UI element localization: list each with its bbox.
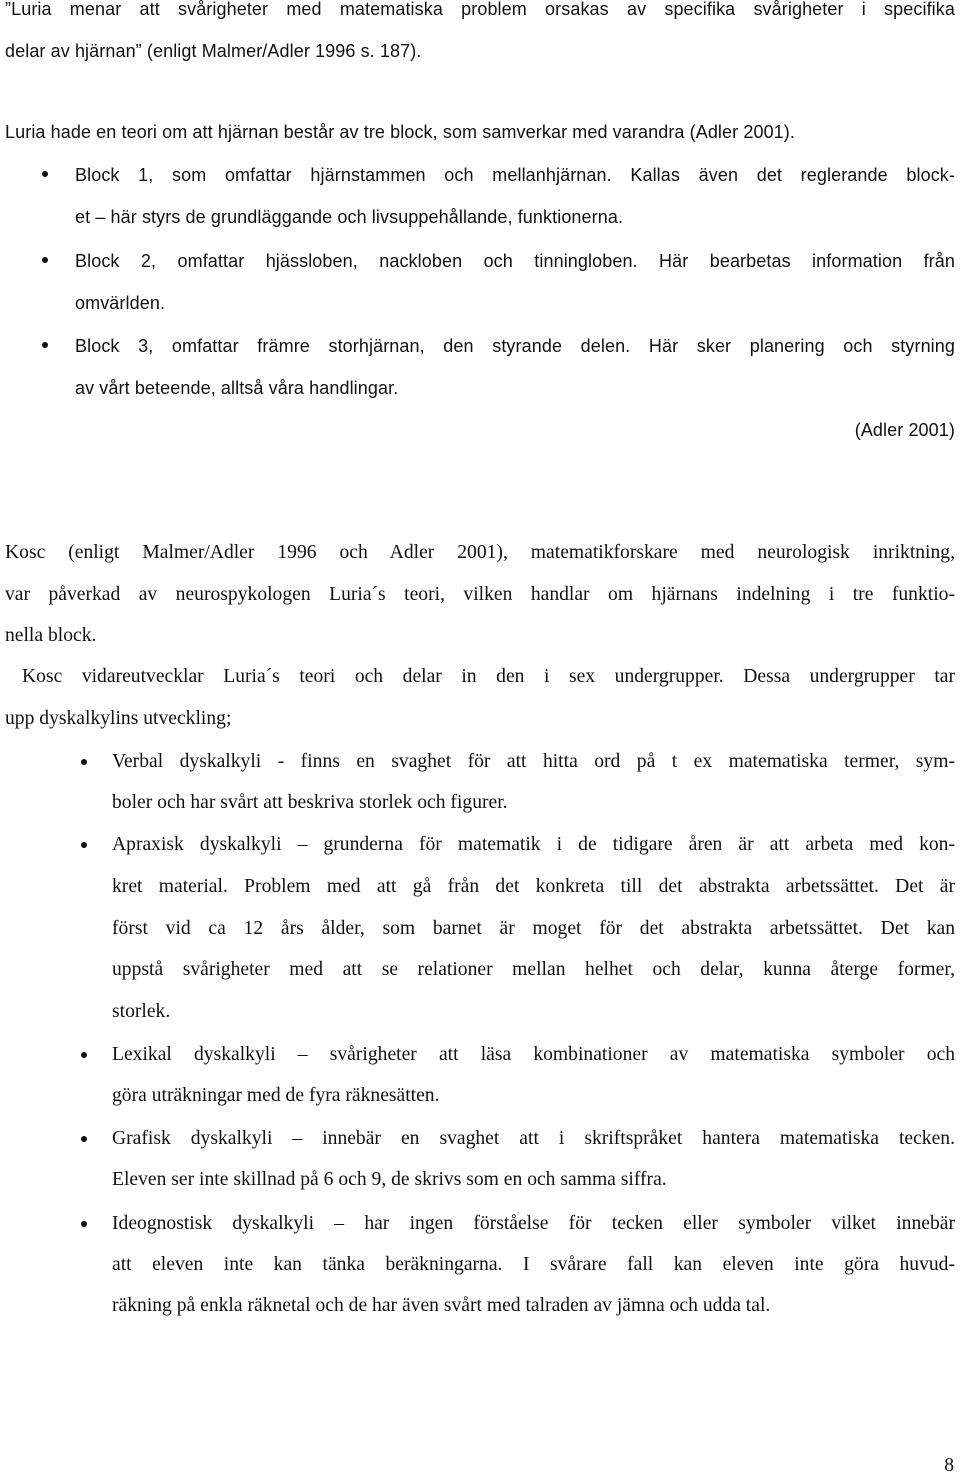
bullet-icon (81, 1221, 87, 1227)
block-2-line-2: omvärlden. (75, 293, 166, 313)
block-3-line-2: av vårt beteende, alltså våra handlingar. (75, 378, 399, 398)
bullet-icon (81, 842, 87, 848)
subgroups-line-1: Kosc vidareutvecklar Luria´s teori och delar in den i sex undergrupper. Dessa undergrupper tar (22, 666, 955, 687)
document-page (5, 0, 955, 1478)
type-apraxisk-line-3: först vid ca 12 års ålder, som barnet är moget för det abstrakta arbetssättet. Det kan (112, 918, 955, 939)
blocks-intro: Luria hade en teori om att hjärnan består av tre block, som samverkar med varandra (Adler 2001). (5, 122, 795, 142)
block-1-line-2: et – här styrs de grundläggande och livsuppehållande, funktionerna. (75, 207, 624, 227)
type-grafisk-line-1: Grafisk dyskalkyli – innebär en svaghet att i skriftspråket hantera matematiska tecken. (112, 1128, 955, 1149)
type-apraxisk-line-1: Apraxisk dyskalkyli – grunderna för matematik i de tidigare åren är att arbeta med kon- (112, 834, 955, 855)
kosc-line-1: Kosc (enligt Malmer/Adler 1996 och Adler 2001), matematikforskare med neurologisk inriktning, (5, 542, 955, 563)
block-2-line-1: Block 2, omfattar hjässloben, nackloben och tinningloben. Här bearbetas information från (75, 251, 955, 271)
type-apraxisk-line-5: storlek. (112, 1001, 171, 1022)
type-apraxisk-line-4: uppstå svårigheter med att se relationer mellan helhet och delar, kunna återge former, (112, 959, 955, 980)
bullet-icon (81, 1052, 87, 1058)
page-number: 8 (944, 1455, 954, 1476)
type-lexikal-line-2: göra uträkningar med de fyra räknesätten. (112, 1085, 440, 1106)
bullet-icon (42, 171, 48, 177)
type-verbal-line-2: boler och har svårt att beskriva storlek och figurer. (112, 792, 508, 813)
type-grafisk-line-2: Eleven ser inte skillnad på 6 och 9, de skrivs som en och samma siffra. (112, 1169, 667, 1190)
bullet-icon (81, 1136, 87, 1142)
type-ideognostisk-line-3: räkning på enkla räknetal och de har även svårt med talraden av jämna och udda tal. (112, 1295, 771, 1316)
block-1-line-1: Block 1, som omfattar hjärnstammen och mellanhjärnan. Kallas även det reglerande block- (75, 165, 955, 185)
type-lexikal-line-1: Lexikal dyskalkyli – svårigheter att läsa kombinationer av matematiska symboler och (112, 1044, 955, 1065)
type-ideognostisk-line-2: att eleven inte kan tänka beräkningarna. I svårare fall kan eleven inte göra huvud- (112, 1254, 955, 1275)
kosc-line-2: var påverkad av neurospykologen Luria´s teori, vilken handlar om hjärnans indelning i tre funktio- (5, 584, 955, 605)
block-3-line-1: Block 3, omfattar främre storhjärnan, den styrande delen. Här sker planering och styrning (75, 336, 955, 356)
type-verbal-line-1: Verbal dyskalkyli - finns en svaghet för att hitta ord på t ex matematiska termer, sym- (112, 751, 955, 772)
subgroups-line-2: upp dyskalkylins utveckling; (5, 708, 232, 729)
quote-line-2: delar av hjärnan” (enligt Malmer/Adler 1996 s. 187). (5, 41, 422, 61)
bullet-icon (42, 257, 48, 263)
quote-line-1: ”Luria menar att svårigheter med matematiska problem orsakas av specifika svårigheter i specifika (5, 0, 955, 19)
citation: (Adler 2001) (854, 420, 955, 440)
bullet-icon (81, 759, 87, 765)
type-apraxisk-line-2: kret material. Problem med att gå från det konkreta till det abstrakta arbetssättet. Det är (112, 876, 955, 897)
bullet-icon (42, 342, 48, 348)
kosc-line-3: nella block. (5, 625, 97, 646)
type-ideognostisk-line-1: Ideognostisk dyskalkyli – har ingen förståelse för tecken eller symboler vilket innebär (112, 1213, 955, 1234)
